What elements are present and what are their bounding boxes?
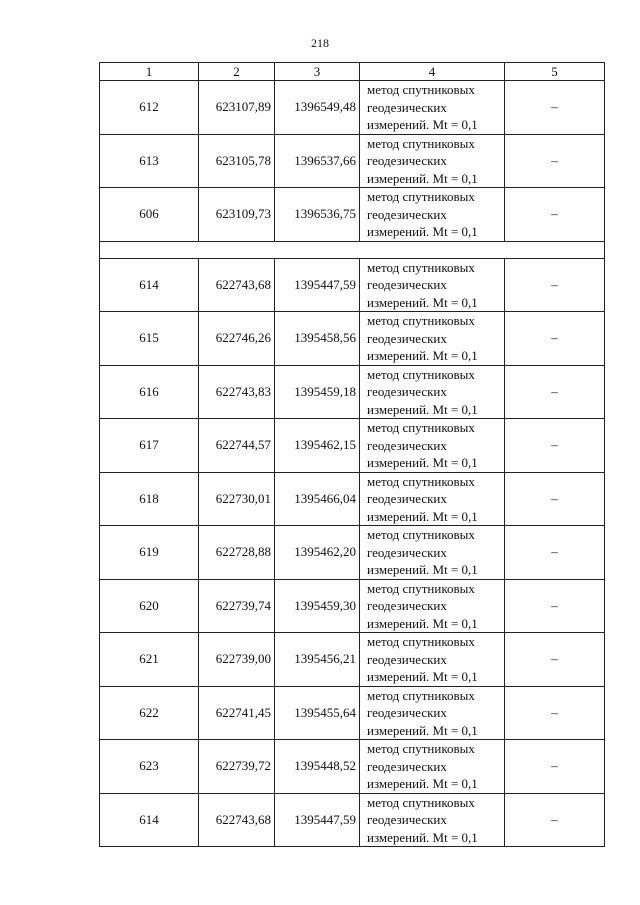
method-line: метод спутниковых [367, 527, 475, 542]
group-separator-cell [100, 241, 605, 258]
x-coordinate-cell: 622739,00 [199, 633, 275, 687]
point-number-cell: 616 [100, 365, 199, 419]
table-row [100, 579, 605, 633]
note-cell: – [505, 633, 605, 687]
method-line: геодезических [367, 758, 447, 774]
note-cell: – [505, 258, 605, 312]
method-cell [360, 365, 505, 419]
method-cell [360, 472, 505, 526]
method-line: измерений. Mt = 0,1 [367, 455, 478, 470]
method-line: метод спутниковых [367, 135, 475, 151]
method-line: измерений. Mt = 0,1 [367, 508, 478, 524]
method-cell [360, 258, 505, 312]
point-number-cell: 622 [100, 686, 199, 740]
method-line: геодезических [367, 437, 447, 453]
method-cell [360, 312, 505, 366]
y-coordinate-cell: 1396537,66 [275, 134, 360, 188]
y-coordinate-cell: 1396549,48 [275, 81, 360, 135]
method-line: метод спутниковых [367, 189, 475, 204]
method-line: измерений. Mt = 0,1 [367, 562, 478, 577]
y-coordinate-cell: 1395459,30 [275, 579, 360, 633]
x-coordinate-cell: 622743,83 [199, 365, 275, 419]
table-row [100, 188, 605, 242]
note-cell: – [505, 686, 605, 740]
y-coordinate-cell: 1395459,18 [275, 365, 360, 419]
method-cell [360, 134, 505, 188]
table-row [100, 633, 605, 687]
method-line: геодезических [367, 651, 447, 667]
method-line: геодезических [367, 153, 447, 168]
note-cell: – [505, 188, 605, 242]
table-row [100, 419, 605, 473]
x-coordinate-cell: 622739,72 [199, 740, 275, 794]
point-number-cell: 613 [100, 134, 199, 188]
group-separator-row [100, 241, 605, 258]
table-row [100, 258, 605, 312]
column-header-3: 3 [275, 63, 360, 81]
table-row [100, 472, 605, 526]
method-line: метод спутниковых [367, 634, 475, 649]
method-line: метод спутниковых [367, 420, 475, 435]
x-coordinate-cell: 623109,73 [199, 188, 275, 242]
method-line: геодезических [367, 330, 447, 346]
y-coordinate-cell: 1395458,56 [275, 312, 360, 366]
table-row [100, 365, 605, 419]
y-coordinate-cell: 1395448,52 [275, 740, 360, 794]
x-coordinate-cell: 622743,68 [199, 258, 275, 312]
method-line: метод спутниковых [367, 259, 475, 275]
note-cell: – [505, 526, 605, 580]
method-line: метод спутниковых [367, 313, 475, 328]
point-number-cell: 612 [100, 81, 199, 135]
point-number-cell: 606 [100, 188, 199, 242]
method-line: измерений. Mt = 0,1 [367, 829, 478, 845]
method-line: метод спутниковых [367, 687, 475, 703]
y-coordinate-cell: 1395455,64 [275, 686, 360, 740]
method-cell [360, 419, 505, 473]
method-line: измерений. Mt = 0,1 [367, 401, 478, 417]
method-line: геодезических [367, 206, 447, 222]
table-row [100, 686, 605, 740]
x-coordinate-cell: 622730,01 [199, 472, 275, 526]
y-coordinate-cell: 1395462,20 [275, 526, 360, 580]
x-coordinate-cell: 622728,88 [199, 526, 275, 580]
method-cell [360, 740, 505, 794]
page-number: 218 [311, 36, 329, 50]
method-line: измерений. Mt = 0,1 [367, 170, 478, 186]
x-coordinate-cell: 622744,57 [199, 419, 275, 473]
table-header-row [100, 63, 605, 81]
table-body [100, 81, 605, 847]
y-coordinate-cell: 1395456,21 [275, 633, 360, 687]
method-line: метод спутниковых [367, 366, 475, 382]
note-cell: – [505, 312, 605, 366]
method-cell [360, 188, 505, 242]
method-line: измерений. Mt = 0,1 [367, 224, 478, 239]
y-coordinate-cell: 1395462,15 [275, 419, 360, 473]
x-coordinate-cell: 622741,45 [199, 686, 275, 740]
point-number-cell: 615 [100, 312, 199, 366]
x-coordinate-cell: 623105,78 [199, 134, 275, 188]
method-line: геодезических [367, 544, 447, 560]
table-row [100, 134, 605, 188]
method-line: измерений. Mt = 0,1 [367, 669, 478, 684]
method-line: геодезических [367, 598, 447, 613]
table-row [100, 526, 605, 580]
method-cell [360, 686, 505, 740]
note-cell: – [505, 472, 605, 526]
method-line: метод спутниковых [367, 580, 475, 596]
note-cell: – [505, 134, 605, 188]
method-line: измерений. Mt = 0,1 [367, 722, 478, 738]
coordinates-table [99, 62, 605, 847]
column-header-4: 4 [360, 63, 505, 81]
method-line: геодезических [367, 99, 447, 115]
note-cell: – [505, 365, 605, 419]
point-number-cell: 617 [100, 419, 199, 473]
method-cell [360, 81, 505, 135]
method-line: геодезических [367, 384, 447, 399]
note-cell: – [505, 579, 605, 633]
note-cell: – [505, 793, 605, 847]
method-line: измерений. Mt = 0,1 [367, 615, 478, 631]
method-line: метод спутниковых [367, 82, 475, 97]
method-line: геодезических [367, 277, 447, 292]
method-cell [360, 526, 505, 580]
y-coordinate-cell: 1395447,59 [275, 793, 360, 847]
x-coordinate-cell: 622743,68 [199, 793, 275, 847]
table-row [100, 740, 605, 794]
method-line: геодезических [367, 705, 447, 720]
method-cell [360, 793, 505, 847]
x-coordinate-cell: 623107,89 [199, 81, 275, 135]
point-number-cell: 614 [100, 793, 199, 847]
table-row [100, 793, 605, 847]
method-cell [360, 633, 505, 687]
table-row [100, 81, 605, 135]
method-line: геодезических [367, 812, 447, 827]
column-header-1: 1 [100, 63, 199, 81]
method-line: измерений. Mt = 0,1 [367, 117, 478, 132]
point-number-cell: 623 [100, 740, 199, 794]
method-line: метод спутниковых [367, 794, 475, 810]
method-line: измерений. Mt = 0,1 [367, 348, 478, 363]
y-coordinate-cell: 1396536,75 [275, 188, 360, 242]
point-number-cell: 618 [100, 472, 199, 526]
table-row [100, 312, 605, 366]
point-number-cell: 621 [100, 633, 199, 687]
y-coordinate-cell: 1395447,59 [275, 258, 360, 312]
note-cell: – [505, 81, 605, 135]
method-line: метод спутниковых [367, 741, 475, 756]
column-header-5: 5 [505, 63, 605, 81]
y-coordinate-cell: 1395466,04 [275, 472, 360, 526]
point-number-cell: 619 [100, 526, 199, 580]
method-line: метод спутниковых [367, 473, 475, 489]
method-cell [360, 579, 505, 633]
point-number-cell: 614 [100, 258, 199, 312]
point-number-cell: 620 [100, 579, 199, 633]
x-coordinate-cell: 622746,26 [199, 312, 275, 366]
method-line: измерений. Mt = 0,1 [367, 294, 478, 310]
note-cell: – [505, 740, 605, 794]
method-line: геодезических [367, 491, 447, 506]
column-header-2: 2 [199, 63, 275, 81]
note-cell: – [505, 419, 605, 473]
x-coordinate-cell: 622739,74 [199, 579, 275, 633]
method-line: измерений. Mt = 0,1 [367, 776, 478, 791]
